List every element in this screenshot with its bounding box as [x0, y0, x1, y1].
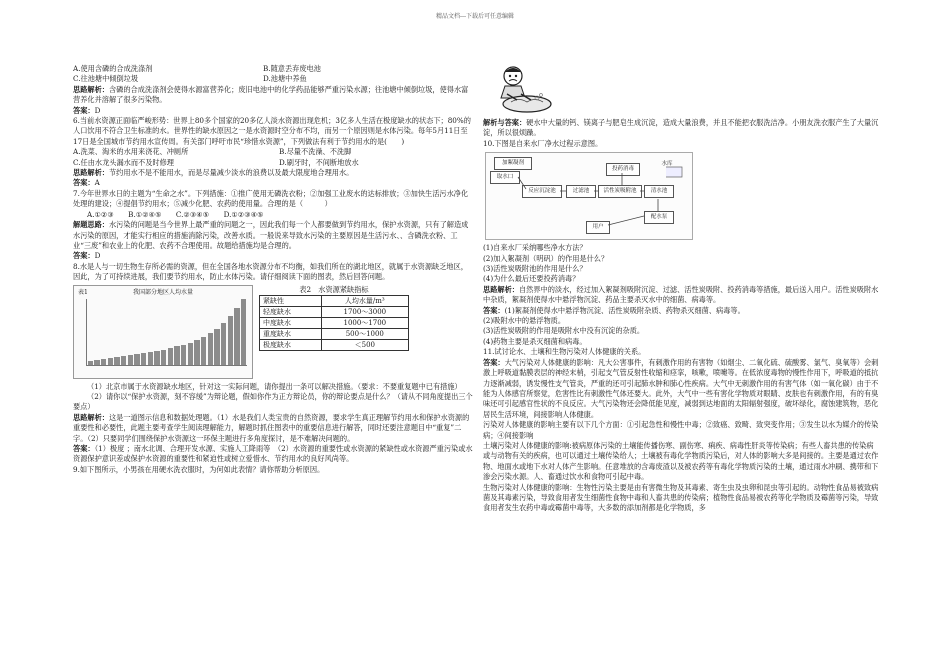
q6-answer: 答案：A	[73, 178, 100, 188]
diagram-pump: 配水泵	[644, 211, 674, 223]
chart-bar	[201, 337, 206, 364]
table-header-cell: 人均水量/m³	[321, 295, 408, 306]
q8-sub-2: （2）请你以“保护水资源，刻不容缓”为辩论题，假如你作为正方辩论员，你的辩论要点是什么？（请从不同角度提出三个要点）	[73, 391, 473, 412]
table-cell: 500～1000	[321, 328, 408, 339]
q5-option-d: D.池塘中养鱼	[263, 74, 307, 84]
chart-bar	[154, 351, 159, 365]
q5-options-row-1	[73, 64, 473, 74]
diagram-carbon: 活性炭吸附池	[598, 185, 642, 197]
q6-option-c: C.任由水龙头漏水而不及时修理	[73, 157, 174, 167]
chart-bar	[94, 360, 99, 365]
chart-bar	[241, 299, 246, 365]
q11-question: 11.试讨论水、土壤和生物污染对人体健康的关系。	[483, 347, 646, 357]
chart-bar	[134, 354, 139, 364]
table-header-row	[260, 295, 409, 306]
diagram-flocculant: 加絮凝剂	[494, 157, 532, 169]
table-header-cell: 紧缺性	[260, 295, 322, 306]
water-shortage-table	[259, 295, 409, 351]
chart-bar	[181, 345, 186, 365]
q6-option-a: A.洗菜、淘米的水用来浇花、冲厕所	[73, 147, 189, 157]
table-row	[260, 328, 409, 339]
q8-analysis: 思路解析：这是一道图示信息和数据处理题。（1）水是我们人类宝贵的自然资源，要求学生真正理解节约用水和保护水资源的重要性和必要性，此题主要考查学生阅读理解能力，解题时抓住图表中的重要信息进行解答，同时还要注意题目中“重复”二字。（2）只要同学们围绕保护水资源这一环保主题进行多角度探讨，是不难解决问题的。	[73, 412, 470, 443]
chart-bar	[141, 353, 146, 364]
q7-analysis: 解题思路：水污染的问题是当今世界上最严重的问题之一，因此我们每一个人都要做到节约用水，保护水资源，只有了解造成水污染的原因，才能实行相应的措施消除污染，改善水质。一般说来导致水污染的主要原因是生活污水、、含磷洗衣粉、工业“三废”和农业上的化肥、农药不合理使用。故题给措施均是合理的。	[73, 220, 469, 250]
water-shortage-table-wrap	[259, 285, 409, 379]
diagram-pipes	[486, 153, 692, 239]
q5-answer: 答案：D	[73, 105, 101, 115]
table-cell: 1000～1700	[321, 317, 408, 328]
chart-bar	[88, 361, 93, 364]
q11-answer: 答案：大气污染对人体健康的影响：凡大公害事件，有刺激作用的有害物（如烟尘、二氧化硫、硫酸雾、氯气、臭氧等）会刺激上呼吸道黏膜表层的神经末梢，引起支气管反射性收缩和痉挛，咳嗽，喷嚏等。在低浓度毒物的慢性作用下，呼吸道的抵抗力逐渐减弱，诱发慢性支气管炎，严重的还可引起肺水肿和肺心性疾病。大气中无刺激作用的有害气体（如一氧化碳）由于不能为人体感官所察觉，危害性比有刺激性气体还要大。此外，大气中一些有害化学物质对眼睛、皮肤也有刺激作用，有的有臭味还可引起感官性状的不良反应。大气污染物还会降低能见度，减弱到达地面的太阳辐射强度，破坏绿化，腐蚀建筑物，恶化居民生活环境，间接影响人体健康。	[483, 357, 879, 419]
diagram-intake: 取水口	[490, 171, 520, 183]
q6-options-row-1	[73, 147, 473, 157]
q10-sub-2: (2)加入絮凝剂（明矾）的作用是什么？	[483, 253, 609, 263]
q11-paragraph-4: 生物污染对人体健康的影响：生物性污染主要是由有害微生物及其毒素、寄生虫及虫卵和昆虫等引起的。动物性食品易被致病菌及其毒素污染，导致食用者发生细菌性食物中毒和人畜共患的传染病；植物性食品易被农药等化学物质及霉菌等污染，导致食用者发生农药中毒或霉菌中毒等，大多数的添加剂都是化学物质，多	[483, 482, 879, 513]
diagram-user: 用户	[586, 221, 610, 233]
chart-bar	[101, 359, 106, 365]
diagram-reservoir: 水库	[661, 161, 673, 168]
boy-washing-clothes-illustration	[493, 64, 555, 116]
q10-sub-4: (4)为什么最后还要投药消毒？	[483, 274, 580, 284]
chart-title: 我国部分地区人均水量	[132, 288, 193, 296]
q5-options-row-2	[73, 74, 473, 84]
q10-analysis: 思路解析：自然界中的淡水，经过加入絮凝剂吸附沉淀、过滤、活性炭吸附、投药消毒等措施，最后送入用户。活性炭吸附水中杂质，絮凝剂使得水中悬浮物沉淀、药品主要杀灭水中的细菌、病毒等。	[483, 284, 879, 305]
q6-analysis: 思路解析：节约用水不是不能用水，而是尽量减少淡水的浪费以及最大限度地合理用水。	[73, 168, 354, 178]
diagram-clear-water: 清水池	[644, 185, 674, 197]
q8-question: 8.水是人与一切生物生存所必需的资源，但在全国各地水资源分布不均衡，如我们所在的湖北地区，就属于水资源缺乏地区，因此，为了可持续进展，我们要节约用水，防止水体污染。请仔细阅读下面的图表，然后回答问题。	[73, 261, 468, 282]
q5-option-c: C.往池塘中倾倒垃圾	[73, 74, 139, 84]
chart-bar	[114, 357, 119, 364]
q5-option-a: A.使用含磷的合成洗涤剂	[73, 64, 153, 73]
table-row	[260, 317, 409, 328]
table-row	[260, 306, 409, 317]
q7-question: 7.今年世界水日的主题为“生命之水”。下列措施：①推广使用无磷洗衣粉；②加强工业废水的达标排放；③加快生活污水净化处理的建设；④提倡节约用水；⑤减少化肥、农药的使用量。合理的是（ ）	[73, 188, 469, 209]
left-column	[73, 64, 473, 475]
diagram-filter: 过滤池	[566, 185, 596, 197]
q8-figures	[73, 285, 473, 379]
q10-answer-3: (3)活性炭吸附的作用是吸附水中没有沉淀的杂质。	[483, 326, 645, 336]
chart-bar	[221, 323, 226, 365]
q10-question: 10.下图是自来水厂净水过程示意图。	[483, 138, 603, 148]
diagram-disinfect: 投药消毒	[606, 163, 640, 175]
q9-analysis: 解析与答案：硬水中大量的钙、镁离子与肥皂生成沉淀，造成大量浪费，并且不能把衣服洗洁净。小朋友洗衣服产生了大量沉淀，所以很烦躁。	[483, 118, 879, 138]
chart-bar	[188, 343, 193, 365]
q10-sub-3: (3)活性炭吸附池的作用是什么？	[483, 264, 587, 274]
chart-label: 表1	[78, 288, 88, 296]
chart-bar	[128, 355, 133, 364]
q11-paragraph-3: 土壤污染对人体健康的影响:被病原体污染的土壤能传播伤寒、副伤寒、痢疾、病毒性肝炎等传染病；有些人畜共患的传染病或与动物有关的疾病，也可以通过土壤传染给人；土壤被有毒化学物质污染后，对人体的影响大多是间接的。主要是通过农作物、地面水或地下水对人体产生影响。任意堆放的含毒废渣以及被农药等有毒化学物质污染的土壤，通过雨水冲刷、携带和下渗会污染水源。人、畜通过饮水和食物可引起中毒。	[483, 440, 879, 482]
chart-bar	[148, 352, 153, 364]
chart-bar	[234, 308, 239, 364]
water-per-capita-chart	[73, 285, 253, 379]
q6-options-row-2	[73, 158, 473, 168]
q8-answer: 答案：（1）极度 ；南水北调、合理开发水源、实施人工降雨等 （2）水资源的重要性或水资源的紧缺性或水资源严重污染或水资源保护意识差或保护水资源的重要性和紧迫性或树立爱惜水、节约用水的良好风尚等。	[73, 443, 473, 464]
chart-bar	[194, 340, 199, 364]
q5-option-b: B.随意丢弃废电池	[263, 64, 321, 73]
right-column	[483, 64, 879, 514]
q7-options: A.①②③ B.①②④⑤ C.②③④⑤ D.①②③④⑤	[87, 209, 264, 219]
q6-option-b: B.尽量不洗澡、不洗脚	[279, 147, 352, 157]
table-cell: 极度缺水	[260, 339, 322, 350]
table-cell: 轻度缺水	[260, 306, 322, 317]
chart-bar	[228, 316, 233, 365]
q11-paragraph-2: 污染对人体健康的影响主要有以下几个方面：①引起急性和慢性中毒；②致癌、致畸、致突变作用；③发生以水为媒介的传染病；④间接影响	[483, 420, 879, 440]
chart-bar	[174, 346, 179, 364]
table-cell: 重度缺水	[260, 328, 322, 339]
q7-answer: 答案：D	[73, 251, 101, 261]
q6-option-d: D.刷牙时，不间断地放水	[279, 157, 359, 167]
chart-bar	[214, 329, 219, 365]
page-header: 精品文档---下载后可任意编辑	[435, 13, 515, 20]
q6-question: 6.当前水资源正面临严峻形势：世界上80多个国家的20多亿人淡水资源出现危机；3亿多人生活在极度缺水的状态下；80%的人口饮用不符合卫生标准的水。世界性的缺水原因之一是水资源时空分布不均，而另一个原因则是水体污染。每年5月11日至17日是全国城市节约用水宣传周。有关部门呼吁市民“珍惜水资源”，下列做法有利于节约用水的是( )	[73, 116, 471, 146]
chart-bar	[121, 356, 126, 364]
chart-bar	[208, 333, 213, 364]
water-treatment-diagram	[485, 152, 693, 240]
table-caption: 表2 水资源紧缺指标	[299, 284, 369, 294]
q10-sub-1: (1)自来水厂采纳哪些净水方法？	[483, 243, 587, 253]
q10-answer-2: (2)吸附水中的悬浮物质。	[483, 316, 566, 326]
q10-answer-1: 答案：(1)絮凝剂使得水中悬浮物沉淀、活性炭吸附杂质、药物杀灭细菌、病毒等。	[483, 305, 745, 315]
chart-bar	[161, 350, 166, 365]
table-cell: 中度缺水	[260, 317, 322, 328]
q10-answer-4: (4)药物主要是杀灭细菌和病毒。	[483, 336, 587, 346]
table-row	[260, 339, 409, 350]
chart-bars	[86, 299, 247, 366]
table-cell: 1700～3000	[321, 306, 408, 317]
q5-analysis: 思路解析：含磷的合成洗涤剂会使得水源富营养化；废旧电池中的化学药品能够严重污染水源；往池塘中倾倒垃圾，使得水富营养化并溶解了很多污染物。	[73, 84, 469, 105]
q8-sub-1: （1）北京市属于水资源缺水地区，针对这一实际问题，请你提出一条可以解决措施。（要求：不要重复题中已有措施）	[87, 381, 462, 391]
chart-bar	[168, 348, 173, 365]
chart-bar	[108, 358, 113, 364]
q9-question: 9.如下图所示，小男孩在用硬水洗衣服时，为何如此表情？请你帮助分析原因。	[73, 464, 325, 474]
diagram-sedimentation: 反应沉淀池	[522, 185, 562, 197]
table-cell: ＜500	[321, 339, 408, 350]
q9-figure	[483, 64, 879, 118]
